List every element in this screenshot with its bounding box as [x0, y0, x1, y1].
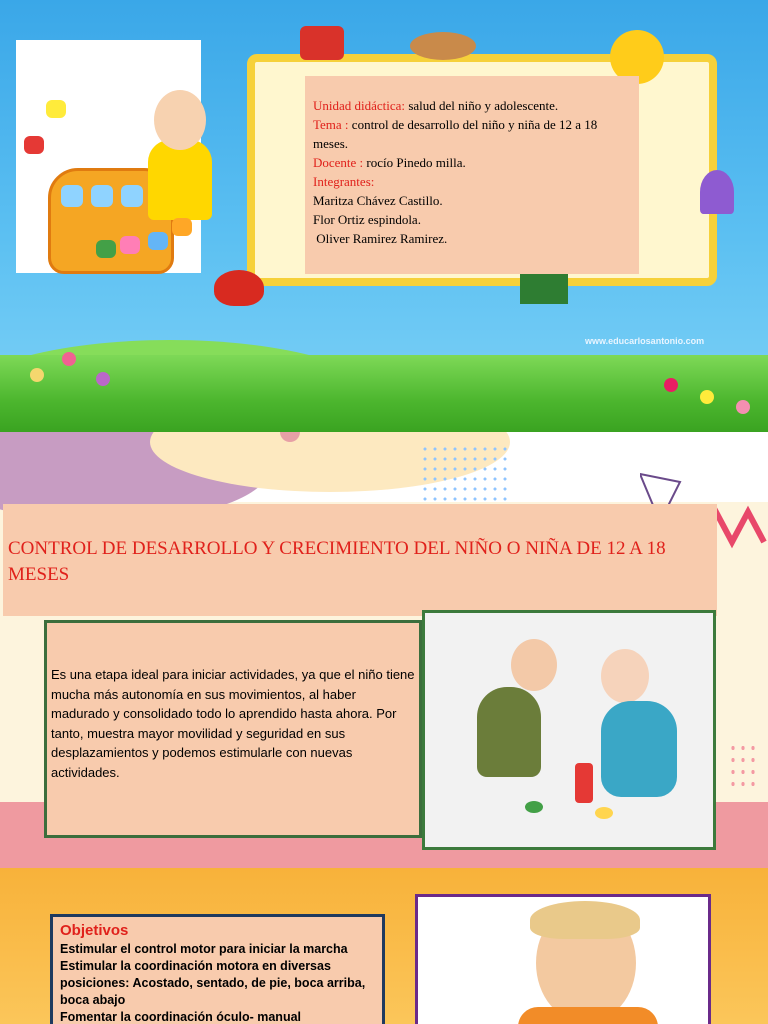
- docente-label: Docente :: [313, 155, 364, 170]
- unidad-label: Unidad didáctica:: [313, 98, 406, 113]
- ladybug-icon: [214, 270, 264, 306]
- umbrella-icon: [700, 170, 734, 214]
- tema-value: control de desarrollo del niño y niña de 12 a 18 meses.: [313, 117, 598, 151]
- description-text: Es una etapa ideal para iniciar actividades, ya que el niño tiene mucha más autonomía en sus movimientos, al haber madurado y consolidado todo lo aprendido hasta ahora. Por tanto, muestra mayor movilidad y seguridad en sus desplazamientos y podemos estimularle con nuevas actividades.: [51, 667, 415, 780]
- drum-icon: [300, 26, 344, 60]
- integrante-3: Oliver Ramirez Ramirez.: [313, 231, 448, 246]
- objective-item: Fomentar la coordinación óculo- manual: [60, 1010, 302, 1024]
- baby-with-toy-bus-image: [16, 40, 201, 273]
- integrante-2: Flor Ortiz espindola.: [313, 212, 421, 227]
- baby-crawling-image: [415, 894, 711, 1024]
- description-box: [44, 620, 422, 838]
- flower-icon: [736, 400, 750, 414]
- flower-icon: [664, 378, 678, 392]
- integrante-1: Maritza Chávez Castillo.: [313, 193, 443, 208]
- dot-pattern-decoration: [420, 444, 510, 504]
- page-title: CONTROL DE DESARROLLO Y CRECIMIENTO DEL NIÑO O NIÑA DE 12 A 18 MESES: [8, 538, 666, 585]
- course-info-box: [305, 76, 639, 274]
- crayon-box-icon: [520, 270, 568, 304]
- grass-decoration: [0, 355, 768, 432]
- watermark-url: www.educarlosantonio.com: [585, 336, 705, 346]
- dot-pattern-decoration: [728, 742, 758, 792]
- objective-item: Estimular el control motor para iniciar la marcha: [60, 942, 348, 956]
- objective-item: Estimular la coordinación motora en diversas posiciones: Acostado, sentado, de pie, boca arriba, boca abajo: [60, 959, 366, 1007]
- slide-development: [0, 432, 768, 868]
- palette-icon: [410, 32, 476, 60]
- flower-icon: [700, 390, 714, 404]
- slide-objectives: [0, 868, 768, 1024]
- two-babies-playing-image: [422, 610, 716, 850]
- flower-icon: [30, 368, 44, 382]
- unidad-value: salud del niño y adolescente.: [408, 98, 559, 113]
- docente-value: rocío Pinedo milla.: [366, 155, 466, 170]
- flower-icon: [96, 372, 110, 386]
- tema-label: Tema :: [313, 117, 349, 132]
- objectives-box: [50, 914, 385, 1024]
- slide-cover: [0, 0, 768, 432]
- flower-icon: [62, 352, 76, 366]
- objectives-title: Objetivos: [60, 922, 129, 939]
- integrantes-label: Integrantes:: [313, 174, 375, 189]
